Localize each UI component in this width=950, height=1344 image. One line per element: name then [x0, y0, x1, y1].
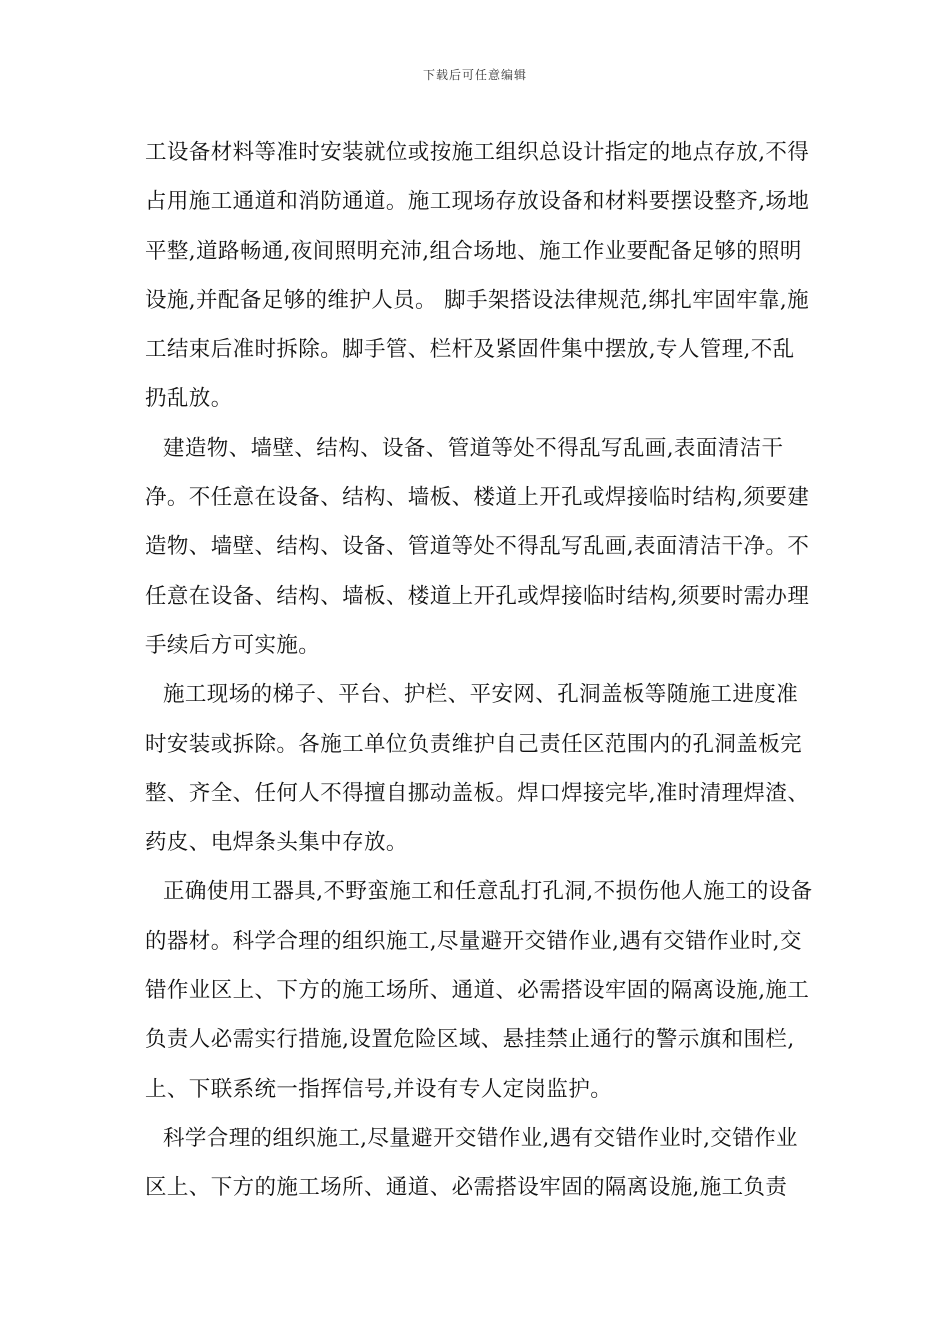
paragraph-building-surfaces: 建造物、墙壁、结构、设备、管道等处不得乱写乱画,表面清洁干净。不任意在设备、结构、墙板、楼道上开孔或焊接临时结构,须要建造物、墙壁、结构、设备、管道等处不得乱写乱画,表面清洁干净。不任意在设备、结构、墙板、楼道上开孔或焊接临时结构,须要时需办理手续后方可实施。: [145, 435, 810, 658]
paragraph-tool-usage: 正确使用工器具,不野蛮施工和任意乱打孔洞,不损伤他人施工的设备的器材。科学合理的组织施工,尽量避开交错作业,遇有交错作业时,交错作业区上、下方的施工场所、通道、必需搭设牢固的隔离设施,施工负责人必需实行措施,设置危险区域、悬挂禁止通行的警示旗和围栏,上、下联系统一指挥信号,并设有专人定岗监护。: [145, 879, 813, 1102]
paragraph-continued: 工设备材料等准时安装就位或按施工组织总设计指定的地点存放,不得占用施工通道和消防通道。施工现场存放设备和材料要摆设整齐,场地平整,道路畅通,夜间照明充沛,组合场地、施工作业要配备足够的照明设施,并配备足够的维护人员。 脚手架搭设法律规范,绑扎牢固牢靠,施工结束后准时拆除。脚手管、栏杆及紧固件集中摆放,专人管理,不乱扔乱放。: [145, 140, 810, 412]
body-text: [145, 128, 813, 1213]
paragraph-cross-operations: 科学合理的组织施工,尽量避开交错作业,遇有交错作业时,交错作业区上、下方的施工场所、通道、必需搭设牢固的隔离设施,施工负责: [145, 1125, 798, 1201]
paragraph-ladders-platforms: 施工现场的梯子、平台、护栏、平安网、孔洞盖板等随施工进度准时安装或拆除。各施工单位负责维护自己责任区范围内的孔洞盖板完整、齐全、任何人不得擅自挪动盖板。焊口焊接完毕,准时清理焊渣、药皮、电焊条头集中存放。: [145, 682, 810, 856]
header-note: 下载后可任意编辑: [422, 68, 527, 82]
